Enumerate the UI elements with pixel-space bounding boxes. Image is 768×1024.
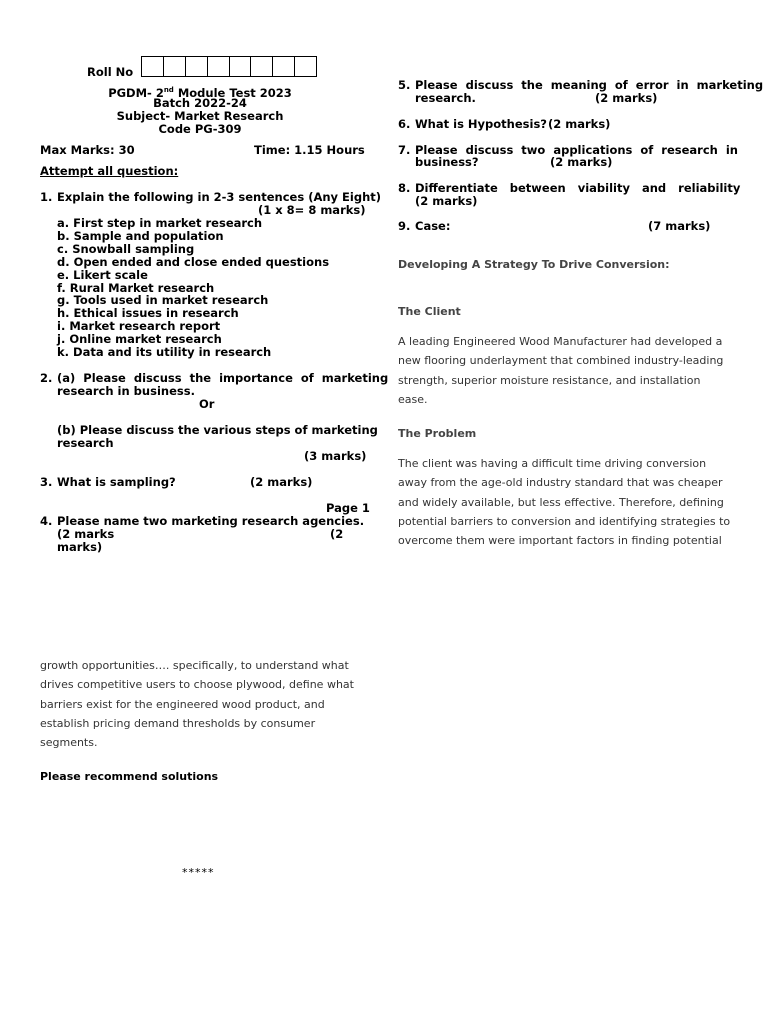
list-item: h. Ethical issues in research: [57, 306, 239, 321]
question-1-subitems: [57, 217, 329, 359]
question-7-marks: (2 marks): [550, 155, 613, 169]
question-6-number: 6.: [398, 117, 411, 131]
client-heading: The Client: [398, 305, 461, 318]
page-number: Page 1: [326, 501, 370, 515]
list-item: a. First step in market research: [57, 216, 263, 230]
question-3-text: What is sampling?: [57, 475, 176, 489]
list-item: k. Data and its utility in research: [57, 345, 272, 360]
batch-line: Batch 2022-24: [153, 96, 247, 110]
problem-paragraph: The client was having a difficult time driving conversion away from the age-old industry standard that was cheaper and widely available, but less effective. Therefore, defining potential barriers to conversion and identifying strategies to overcome them were important factors in finding potential: [398, 457, 731, 548]
exam-title: PGDM- 2nd Module Test 2023: [108, 85, 292, 100]
list-item: i. Market research report: [57, 319, 221, 334]
question-4-marks-line3: marks): [57, 540, 103, 554]
list-item: j. Online market research: [57, 332, 222, 347]
time-allowed: Time: 1.15 Hours: [254, 143, 365, 157]
client-paragraph: A leading Engineered Wood Manufacturer had developed a new flooring underlayment that combined industry-leading strength, superior moisture resistance, and installation ease.: [398, 335, 724, 406]
question-1-text: Explain the following in 2-3 sentences (Any Eight): [57, 190, 382, 204]
question-6-text: What is Hypothesis?: [415, 117, 547, 131]
list-item: f. Rural Market research: [57, 280, 215, 295]
subject-line: Subject- Market Research: [116, 109, 284, 123]
question-4-text: Please name two marketing research agencies.: [57, 514, 365, 528]
question-8-marks: (2 marks): [415, 194, 478, 208]
roll-number-label: Roll No: [87, 65, 134, 79]
list-item: g. Tools used in market research: [57, 293, 269, 308]
question-4-marks-left: (2 marks: [57, 527, 115, 541]
question-5-line1: Please discuss the meaning of error in marketing: [415, 78, 764, 92]
question-4-marks-right: (2: [330, 527, 344, 541]
question-2-marks: (3 marks): [304, 449, 367, 463]
question-2b-line2: research: [57, 436, 114, 450]
question-1-number: 1.: [40, 190, 53, 204]
recommend-instruction: Please recommend solutions: [40, 770, 219, 783]
question-3-number: 3.: [40, 475, 53, 489]
case-title: Developing A Strategy To Drive Conversion:: [398, 258, 670, 271]
question-4-number: 4.: [40, 514, 53, 528]
question-5-line2: research.: [415, 91, 476, 105]
question-2b-line1: (b) Please discuss the various steps of marketing: [57, 423, 378, 437]
list-item: e. Likert scale: [57, 267, 148, 282]
question-2a-line2: research in business.: [57, 384, 195, 398]
problem-heading: The Problem: [398, 427, 477, 440]
problem-paragraph-continued: growth opportunities…. specifically, to understand what drives competitive users to choose plywood, define what barriers exist for the engineered wood product, and establish pricing demand thresholds by consumer segments.: [40, 659, 354, 750]
question-9-number: 9.: [398, 219, 411, 233]
question-8-line1: Differentiate between viability and reliability: [415, 181, 741, 195]
max-marks: Max Marks: 30: [40, 143, 135, 157]
question-9-marks: (7 marks): [648, 219, 711, 233]
list-item: b. Sample and population: [57, 228, 224, 243]
question-7-line1: Please discuss two applications of research in: [415, 143, 738, 157]
question-7-line2: business?: [415, 155, 479, 169]
instructions: Attempt all question:: [40, 164, 179, 178]
course-code: Code PG-309: [158, 122, 242, 136]
roll-number-boxes[interactable]: [141, 56, 317, 77]
question-3-marks: (2 marks): [250, 475, 313, 489]
list-item: d. Open ended and close ended questions: [57, 254, 330, 269]
list-item: c. Snowball sampling: [57, 241, 195, 256]
question-1-marks: (1 x 8= 8 marks): [258, 203, 366, 217]
question-2-or: Or: [199, 397, 215, 411]
question-5-marks: (2 marks): [595, 91, 658, 105]
question-9-text: Case:: [415, 219, 451, 233]
question-6-marks: (2 marks): [548, 117, 611, 131]
end-marker: *****: [182, 866, 215, 879]
question-5-number: 5.: [398, 78, 411, 92]
question-8-number: 8.: [398, 181, 411, 195]
question-7-number: 7.: [398, 143, 411, 157]
question-2-number: 2.: [40, 371, 53, 385]
question-2a-line1: (a) Please discuss the importance of marketing: [57, 371, 389, 385]
